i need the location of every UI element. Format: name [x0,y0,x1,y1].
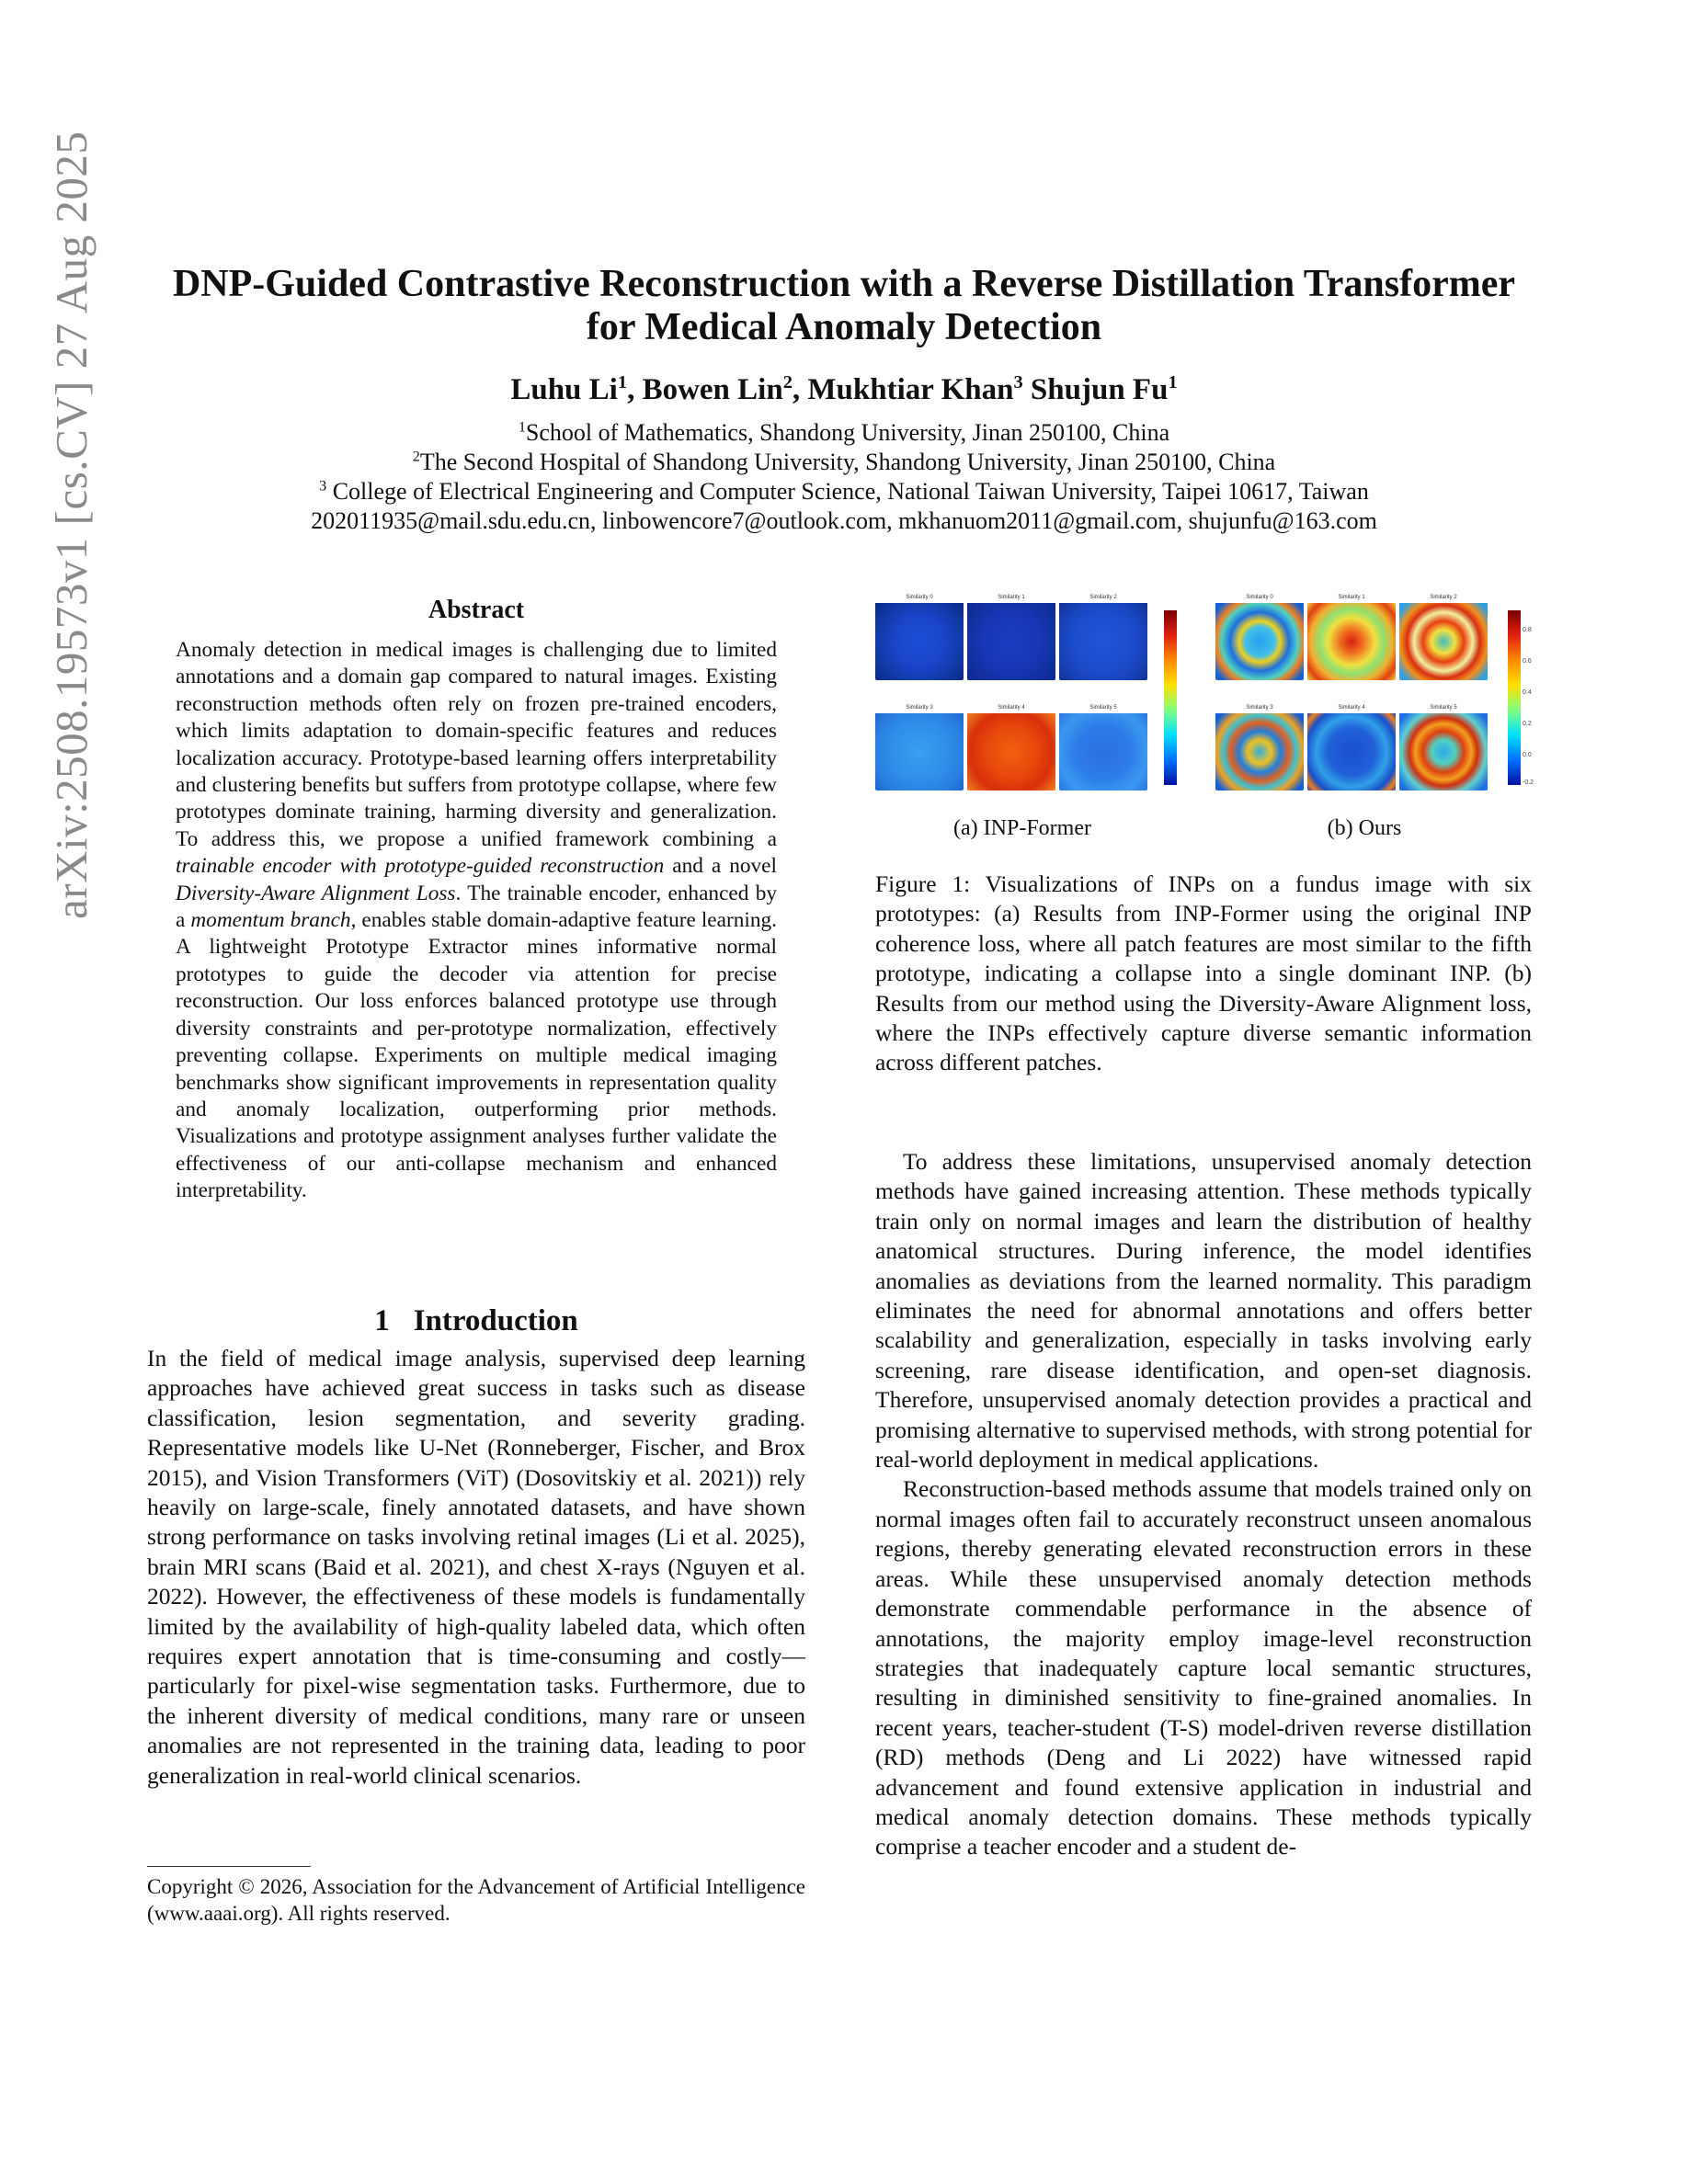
similarity-map-tile [1307,592,1396,680]
arxiv-identifier: arXiv:2508.19573v1 [cs.CV] 27 Aug 2025 [46,131,97,919]
author-affil-mark: 1 [1168,372,1178,392]
tile-title: Similarity 0 [875,592,964,603]
abstract-text: and a novel [664,854,777,879]
section-title: Introduction [413,1304,578,1337]
similarity-map-tile [1307,702,1396,791]
heatmap-image [1307,713,1396,791]
email-list: 202011935@mail.sdu.edu.cn, linbowencore7@outlook.com, mkhanuom2011@gmail.com, shujunfu@163.com [311,507,1377,534]
abstract-emphasis: trainable encoder with prototype-guided reconstruction [176,854,665,879]
tile-title: Similarity 3 [875,702,964,713]
section-number: 1 [374,1304,390,1337]
similarity-map-tile [1059,702,1147,791]
figure-panel-a [875,592,1179,809]
similarity-map-tile [1215,702,1304,791]
abstract-body [176,637,777,1205]
copyright-footnote: Copyright © 2026, Association for the Advancement of Artificial Intelligence (www.aaai.org). All rights reserved. [147,1875,805,1925]
affil-mark: 1 [518,419,526,436]
tile-title: Similarity 1 [1307,592,1396,603]
colorbar-tick: 0.6 [1523,658,1532,665]
abstract-text: . The trainable encoder, enhanced by a [176,881,777,933]
affiliation [110,418,1578,448]
abstract-text: , enables stable domain-adaptive feature learning. A lightweight Prototype Extractor mines informative normal prototypes to guide the decoder via attention for precise reconstruction. Our loss enforces balanced prototype use through diversity constraints and per-prototype normalization, effectively preventing collapse. Experiments on multiple medical imaging benchmarks show significant improvements in representation quality and anomaly localization, outperforming prior methods. Visualizations and prototype assignment analyses further validate the effectiveness of our anti-collapse mechanism and enhanced interpretability. [176,908,777,1203]
similarity-map-tile [875,702,964,791]
section-heading-introduction [147,1302,805,1339]
title-line-2: for Medical Anomaly Detection [586,306,1102,348]
heatmap-image [1215,713,1304,791]
heatmap-image [967,603,1055,680]
abstract-emphasis: momentum branch [190,908,351,933]
colorbar [1164,610,1177,785]
introduction-body [147,1344,805,1791]
similarity-map-tile [967,702,1055,791]
figure-1 [875,592,1534,809]
title-line-1: DNP-Guided Contrastive Reconstruction with a Reverse Distillation Transformer [172,263,1516,305]
author-name: Bowen Lin [642,373,783,406]
tile-title: Similarity 3 [1215,702,1304,713]
author-separator: , [627,373,643,406]
similarity-map-tile [1399,702,1488,791]
heatmap-image [1059,713,1147,791]
abstract-heading: Abstract [428,596,525,624]
author-list [110,371,1578,408]
heatmap-image [1215,603,1304,680]
colorbar-tick: 0.2 [1523,721,1532,727]
tile-title: Similarity 2 [1059,592,1147,603]
paragraph: In the field of medical image analysis, supervised deep learning approaches have achieved great success in tasks such as disease classification, lesion segmentation, and severity grading. Representative models like U-Net (Ronneberger, Fischer, and Brox 2015), and Vision Transformers (ViT) (Dosovitskiy et al. 2021)) rely heavily on large-scale, finely annotated datasets, and have shown strong performance on tasks involving retinal images (Li et al. 2025), brain MRI scans (Baid et al. 2021), and chest X-rays (Nguyen et al. 2022). However, the effectiveness of these models is fundamentally limited by the availability of high-quality labeled data, which often requires expert annotation that is time-consuming and costly—particularly for pixel-wise segmentation tasks. Furthermore, due to the inherent diversity of medical conditions, many rare or unseen anomalies are not represented in the training data, leading to poor generalization in real-world clinical scenarios. [147,1345,805,1789]
author-name: Luhu Li [510,373,618,406]
heatmap-image [1059,603,1147,680]
colorbar-tick: 0.0 [1523,752,1532,758]
heatmap-image [875,713,964,791]
similarity-map-tile [1215,592,1304,680]
footnote-rule [147,1866,311,1867]
tile-title: Similarity 5 [1059,702,1147,713]
heatmap-image [967,713,1055,791]
colorbar [1508,610,1521,785]
colorbar-tick: 0.8 [1523,627,1532,633]
colorbar-tick: 0.4 [1523,689,1532,696]
affil-text: College of Electrical Engineering and Computer Science, National Taiwan University, Taipei 10617, Taiwan [326,478,1369,505]
subfigure-caption-a: (a) INP-Former [953,816,1091,840]
affil-text: The Second Hospital of Shandong University, Shandong University, Jinan 250100, China [419,449,1276,475]
similarity-map-tile [1399,592,1488,680]
right-column-body [875,1147,1532,1862]
affiliation [110,448,1578,477]
author-name: Shujun Fu [1030,373,1169,406]
author-separator [1023,373,1031,406]
author-name: Mukhtiar Khan [807,373,1014,406]
heatmap-image [1399,603,1488,680]
paper-title [110,263,1578,349]
heatmap-image [1307,603,1396,680]
author-affil-mark: 3 [1013,372,1023,392]
subfigure-caption-b: (b) Ours [1327,816,1402,840]
author-affil-mark: 1 [617,372,628,392]
tile-title: Similarity 1 [967,592,1055,603]
tile-title: Similarity 5 [1399,702,1488,713]
colorbar-tick: -0.2 [1523,779,1534,786]
paragraph: Reconstruction-based methods assume that models trained only on normal images often fail to accurately reconstruct unseen anomalous regions, thereby generating elevated reconstruction errors in these areas. While these unsupervised anomaly detection methods demonstrate commendable performance in the absence of annotations, the majority employ image-level reconstruction strategies that inadequately capture local semantic structures, resulting in diminished sensitivity to fine-grained anomalies. In recent years, teacher-student (T-S) model-driven reverse distillation (RD) methods (Deng and Li 2022) have witnessed rapid advancement and found extensive application in industrial and medical anomaly detection domains. These methods typically comprise a teacher encoder and a student de- [875,1475,1532,1860]
tile-title: Similarity 0 [1215,592,1304,603]
paragraph: To address these limitations, unsupervised anomaly detection methods have gained increasing attention. These methods typically train only on normal images and learn the distribution of healthy anatomical structures. During inference, the model identifies anomalies as deviations from the learned normality. This paradigm eliminates the need for abnormal annotations and offers better scalability and generalization, especially in tasks involving early screening, rare disease identification, and open-set diagnosis. Therefore, unsupervised anomaly detection provides a practical and promising alternative to supervised methods, with strong potential for real-world deployment in medical applications. [875,1148,1532,1473]
tile-title: Similarity 4 [1307,702,1396,713]
abstract-emphasis: Diversity-Aware Alignment Loss [176,881,456,905]
similarity-map-tile [967,592,1055,680]
heatmap-image [1399,713,1488,791]
tile-title: Similarity 4 [967,702,1055,713]
author-affil-mark: 2 [782,372,793,392]
affil-text: School of Mathematics, Shandong University, Jinan 250100, China [525,419,1170,446]
figure-panel-b [1215,592,1534,809]
abstract-text: Anomaly detection in medical images is challenging due to limited annotations and a domain gap compared to natural images. Existing reconstruction methods often rely on frozen pre-trained encoders, which limits adaptation to domain-specific features and reduces localization accuracy. Prototype-based learning offers interpretability and clustering benefits but suffers from prototype collapse, where few prototypes dominate training, harming diversity and generalization. To address this, we propose a unified framework combining a [176,638,777,851]
affil-mark: 3 [319,478,327,495]
colorbar-ticks [1523,610,1545,785]
figure-caption: Figure 1: Visualizations of INPs on a fundus image with six prototypes: (a) Results from INP-Former using the original INP coherence loss, where all patch features are most similar to the fifth prototype, indicating a collapse into a single dominant INP. (b) Results from our method using the Diversity-Aware Alignment loss, where the INPs effectively capture diverse semantic information across different patches. [875,870,1532,1076]
tile-title: Similarity 2 [1399,592,1488,603]
affiliation-list [110,418,1578,536]
affiliation [110,477,1578,506]
author-separator: , [792,373,808,406]
affil-mark: 2 [412,449,420,465]
similarity-map-tile [1059,592,1147,680]
similarity-map-tile [875,592,964,680]
heatmap-image [875,603,964,680]
